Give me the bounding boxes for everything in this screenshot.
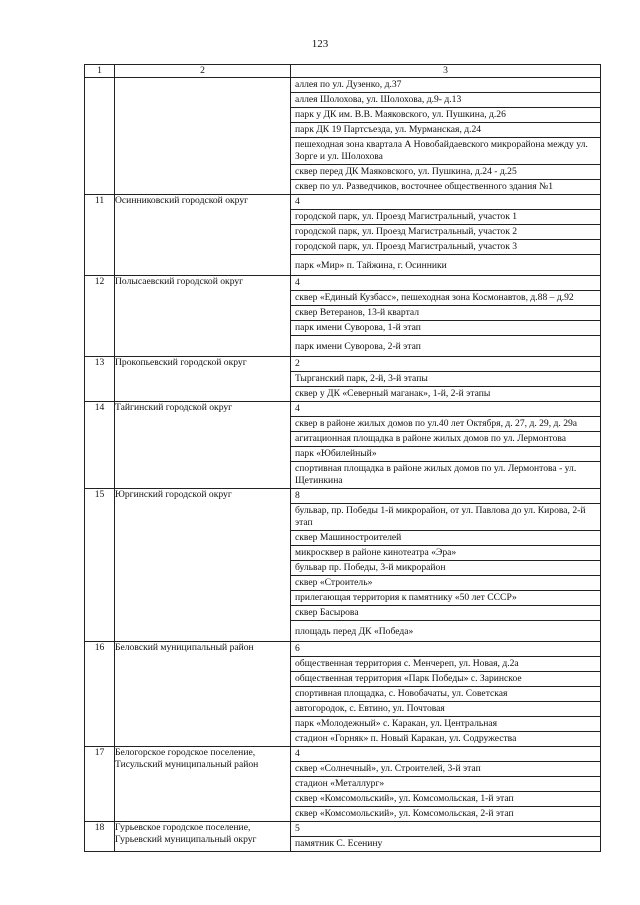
territory-count: 5 — [291, 822, 600, 837]
table-row — [85, 489, 601, 642]
territories-cell — [291, 78, 601, 195]
row-number: 13 — [85, 357, 115, 402]
row-number: 18 — [85, 822, 115, 852]
territories-cell — [291, 276, 601, 357]
territory-item: площадь перед ДК «Победа» — [295, 626, 414, 637]
territory-item: аллея по ул. Дузенко, д.37 — [291, 78, 600, 93]
territory-item: парк имени Суворова, 1-й этап — [291, 321, 600, 336]
territory-item: стадион «Металлург» — [291, 777, 600, 792]
territory-item: Тырганский парк, 2-й, 3-й этапы — [291, 372, 600, 387]
municipality-name: Осинниковский городской округ — [115, 195, 291, 276]
territory-item: пешеходная зона квартала А Новобайдаевского микрорайона между ул. Зорге и ул. Шолохова — [291, 138, 600, 165]
territory-item: сквер «Солнечный», ул. Строителей, 3-й этап — [291, 762, 600, 777]
table-row — [85, 276, 601, 357]
territory-count: 4 — [291, 195, 600, 210]
territory-item: сквер в районе жилых домов по ул.40 лет Октября, д. 27, д. 29, д. 29а — [291, 417, 600, 432]
territories-cell — [291, 822, 601, 852]
municipality-name — [115, 78, 291, 195]
table-row — [85, 78, 601, 195]
municipality-name: Полысаевский городской округ — [115, 276, 291, 357]
territory-item: городской парк, ул. Проезд Магистральный, участок 1 — [291, 210, 600, 225]
territory-count: 8 — [291, 489, 600, 504]
territory-item: автогородок, с. Евтино, ул. Почтовая — [291, 702, 600, 717]
territory-item: спортивная площадка в районе жилых домов по ул. Лермонтова - ул. Щетинкина — [295, 463, 577, 486]
territory-item: сквер «Строитель» — [291, 576, 600, 591]
territory-item: микросквер в районе кинотеатра «Эра» — [291, 546, 600, 561]
row-number: 11 — [85, 195, 115, 276]
municipality-name: Тайгинский городской округ — [115, 402, 291, 489]
territory-item: городской парк, ул. Проезд Магистральный, участок 3 — [291, 240, 600, 255]
territory-item: прилегающая территория к памятнику «50 лет СССР» — [291, 591, 600, 606]
territories-cell — [291, 642, 601, 747]
territory-count: 6 — [291, 642, 600, 657]
territory-item: сквер Басырова — [291, 606, 600, 621]
table-row — [85, 642, 601, 747]
row-number: 15 — [85, 489, 115, 642]
municipality-name: Юргинский городской округ — [115, 489, 291, 642]
territories-cell — [291, 489, 601, 642]
territory-item: бульвар пр. Победы, 3-й микрорайон — [291, 561, 600, 576]
territories-cell — [291, 357, 601, 402]
municipality-name: Белогорское городское поселение, Тисульский муниципальный район — [115, 747, 291, 822]
territory-item: общественная территория с. Менчереп, ул. Новая, д.2а — [291, 657, 600, 672]
territory-item: сквер Машиностроителей — [291, 531, 600, 546]
municipality-name: Беловский муниципальный район — [115, 642, 291, 747]
table-row — [85, 822, 601, 852]
table-row — [85, 402, 601, 489]
territory-count: 4 — [291, 276, 600, 291]
territory-item: агитационная площадка в районе жилых домов по ул. Лермонтова — [291, 432, 600, 447]
table-header-row — [85, 65, 601, 78]
municipality-name: Прокопьевский городской округ — [115, 357, 291, 402]
territory-count: 4 — [291, 402, 600, 417]
territory-count: 2 — [291, 357, 600, 372]
territory-item: парк «Молодежный» с. Каракан, ул. Центральная — [291, 717, 600, 732]
territory-item: сквер «Комсомольский», ул. Комсомольская, 1-й этап — [291, 792, 600, 807]
municipality-name: Гурьевское городское поселение, Гурьевский муниципальный округ — [115, 822, 291, 852]
territory-item: городской парк, ул. Проезд Магистральный, участок 2 — [291, 225, 600, 240]
territory-item: парк «Юбилейный» — [291, 447, 600, 462]
territory-item: сквер «Комсомольский», ул. Комсомольская, 2-й этап — [295, 808, 514, 819]
territory-item: сквер у ДК «Северный маганак», 1-й, 2-й этапы — [295, 388, 491, 399]
territory-item: стадион «Горняк» п. Новый Каракан, ул. Содружества — [295, 733, 517, 744]
territory-item: сквер «Единый Кузбасс», пешеходная зона Космонавтов, д.88 – д.92 — [291, 291, 600, 306]
territory-item: сквер перед ДК Маяковского, ул. Пушкина, д.24 - д.25 — [291, 165, 600, 180]
territory-item: памятник С. Есенину — [295, 838, 383, 849]
territory-item: бульвар, пр. Победы 1-й микрорайон, от ул. Павлова до ул. Кирова, 2-й этап — [291, 504, 600, 531]
column-header: 2 — [115, 65, 291, 78]
territory-count: 4 — [291, 747, 600, 762]
territory-item: сквер Ветеранов, 13-й квартал — [291, 306, 600, 321]
page-number: 123 — [311, 38, 329, 50]
territories-cell — [291, 402, 601, 489]
territories-cell — [291, 747, 601, 822]
territory-item: парк ДК 19 Партсъезда, ул. Мурманская, д.24 — [291, 123, 600, 138]
row-number: 16 — [85, 642, 115, 747]
territories-table — [84, 64, 601, 852]
territory-item: общественная территория «Парк Победы» с. Заринское — [291, 672, 600, 687]
territory-item: парк «Мир» п. Тайжина, г. Осинники — [295, 260, 447, 271]
row-number: 14 — [85, 402, 115, 489]
row-number: 12 — [85, 276, 115, 357]
territory-item: парк имени Суворова, 2-й этап — [295, 341, 421, 352]
table-row — [85, 195, 601, 276]
column-header: 3 — [291, 65, 601, 78]
territory-item: сквер по ул. Разведчиков, восточнее общественного здания №1 — [295, 181, 553, 192]
table-row — [85, 357, 601, 402]
table-row — [85, 747, 601, 822]
row-number: 17 — [85, 747, 115, 822]
territories-cell — [291, 195, 601, 276]
row-number — [85, 78, 115, 195]
territory-item: аллея Шолохова, ул. Шолохова, д.9- д.13 — [291, 93, 600, 108]
column-header: 1 — [85, 65, 115, 78]
territory-item: парк у ДК им. В.В. Маяковского, ул. Пушкина, д.26 — [291, 108, 600, 123]
territory-item: спортивная площадка, с. Новобачаты, ул. Советская — [291, 687, 600, 702]
